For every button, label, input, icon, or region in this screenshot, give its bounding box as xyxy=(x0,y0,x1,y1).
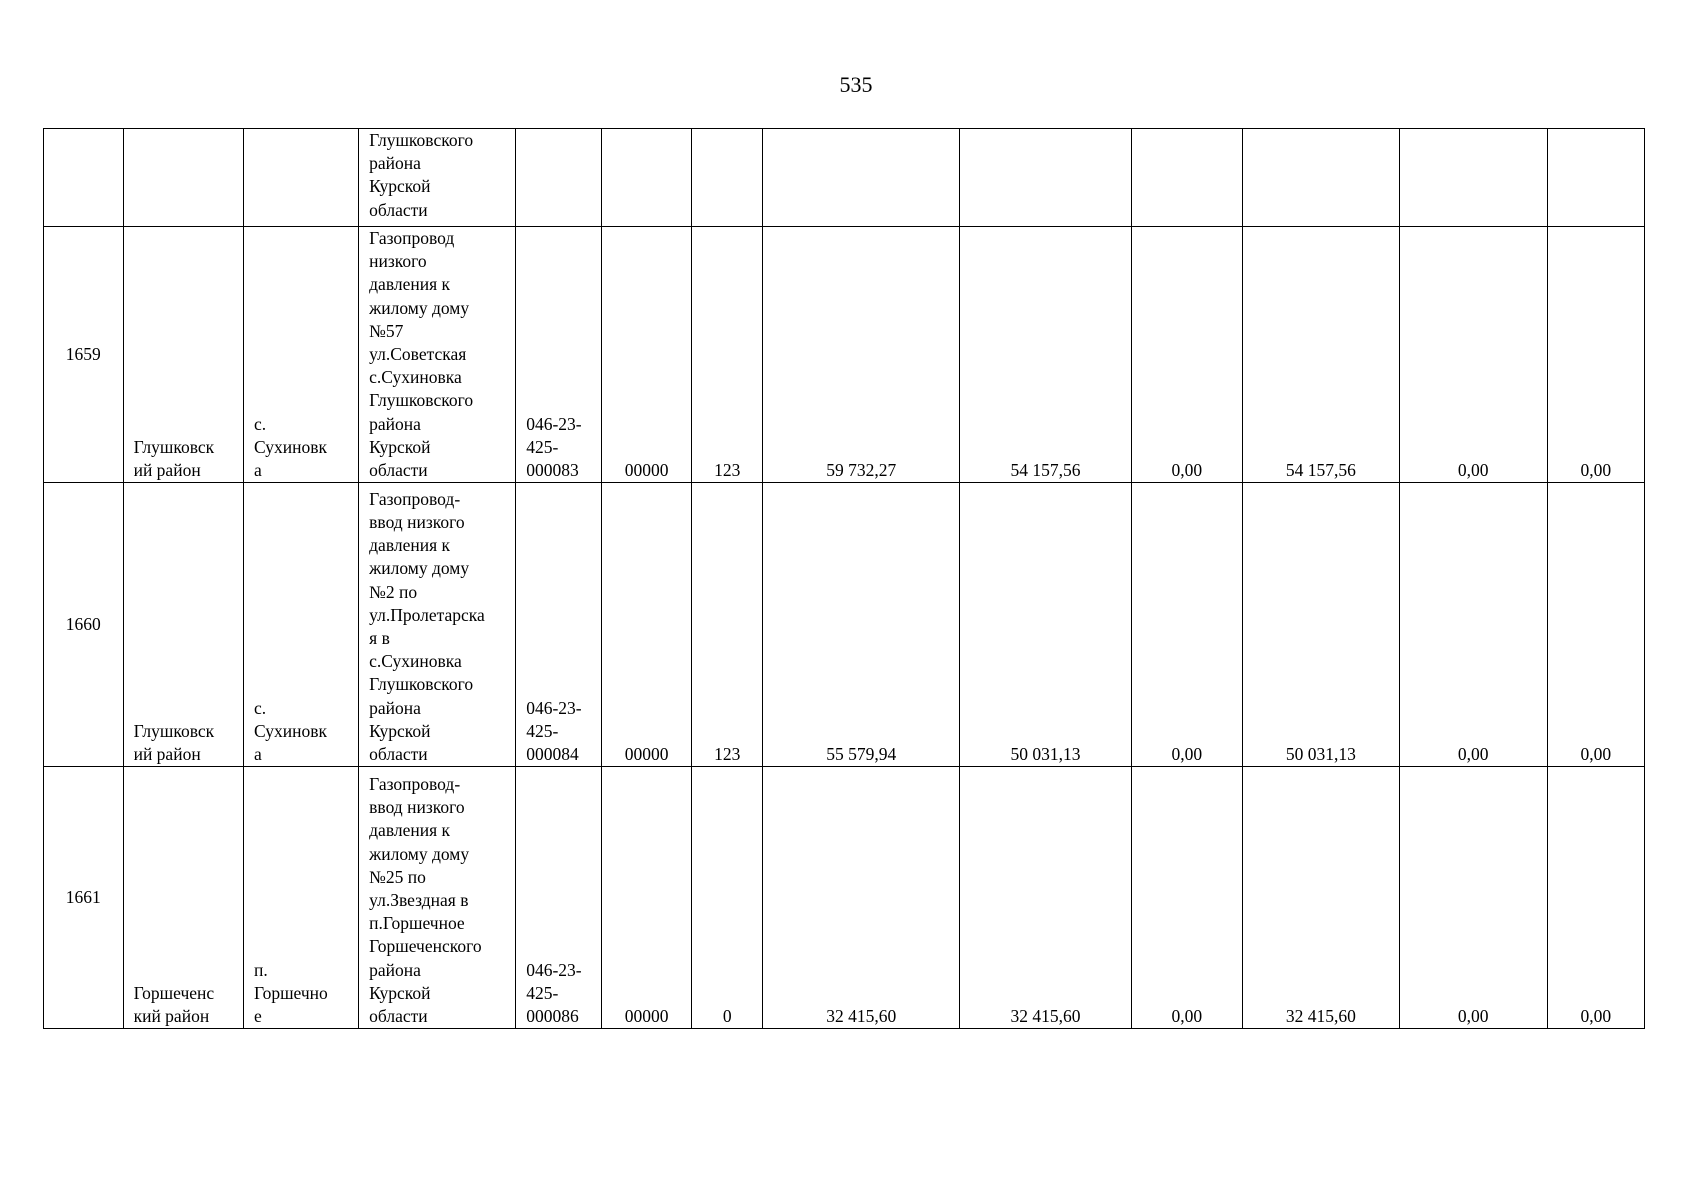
table-row xyxy=(44,227,1645,483)
cell-value-4: 54 157,56 xyxy=(1242,227,1399,483)
cell-qty: 0 xyxy=(692,767,763,1029)
page-number: 535 xyxy=(839,72,873,97)
cell-code: 00000 xyxy=(602,227,692,483)
cell-value-2: 54 157,56 xyxy=(960,227,1132,483)
cell-locality: п. Горшечно е xyxy=(243,767,358,1029)
cell-value-6: 0,00 xyxy=(1547,227,1644,483)
cell-locality xyxy=(243,129,358,227)
cell-reg-no xyxy=(516,129,602,227)
cell-value-3: 0,00 xyxy=(1131,767,1242,1029)
cell-num: 1661 xyxy=(44,767,124,1029)
cell-locality: с. Сухиновк а xyxy=(243,227,358,483)
cell-object: Газопровод- ввод низкого давления к жилому дому №2 по ул.Пролетарска я в с.Сухиновка Глушковского района Курской области xyxy=(359,483,516,767)
cell-value-3 xyxy=(1131,129,1242,227)
cell-num: 1660 xyxy=(44,483,124,767)
cell-code: 00000 xyxy=(602,483,692,767)
cell-object: Газопровод- ввод низкого давления к жилому дому №25 по ул.Звездная в п.Горшечное Горшеченского района Курской области xyxy=(359,767,516,1029)
cell-value-4 xyxy=(1242,129,1399,227)
cell-value-5 xyxy=(1399,129,1547,227)
cell-code: 00000 xyxy=(602,767,692,1029)
cell-reg-no: 046-23- 425- 000086 xyxy=(516,767,602,1029)
cell-value-6 xyxy=(1547,129,1644,227)
cell-value-6: 0,00 xyxy=(1547,483,1644,767)
registry-table xyxy=(43,128,1645,1029)
cell-district: Глушковск ий район xyxy=(123,483,243,767)
cell-reg-no: 046-23- 425- 000084 xyxy=(516,483,602,767)
cell-num: 1659 xyxy=(44,227,124,483)
cell-value-3: 0,00 xyxy=(1131,227,1242,483)
cell-value-1 xyxy=(763,129,960,227)
cell-qty xyxy=(692,129,763,227)
cell-district: Глушковск ий район xyxy=(123,227,243,483)
cell-qty: 123 xyxy=(692,483,763,767)
cell-value-1: 59 732,27 xyxy=(763,227,960,483)
cell-object: Газопровод низкого давления к жилому дому №57 ул.Советская с.Сухиновка Глушковского района Курской области xyxy=(359,227,516,483)
cell-value-5: 0,00 xyxy=(1399,227,1547,483)
cell-value-6: 0,00 xyxy=(1547,767,1644,1029)
cell-value-5: 0,00 xyxy=(1399,483,1547,767)
table-row xyxy=(44,483,1645,767)
cell-value-1: 55 579,94 xyxy=(763,483,960,767)
cell-district xyxy=(123,129,243,227)
cell-value-1: 32 415,60 xyxy=(763,767,960,1029)
cell-value-4: 50 031,13 xyxy=(1242,483,1399,767)
cell-value-2: 32 415,60 xyxy=(960,767,1132,1029)
table-row xyxy=(44,767,1645,1029)
cell-code xyxy=(602,129,692,227)
cell-value-2: 50 031,13 xyxy=(960,483,1132,767)
cell-value-5: 0,00 xyxy=(1399,767,1547,1029)
cell-locality: с. Сухиновк а xyxy=(243,483,358,767)
cell-value-2 xyxy=(960,129,1132,227)
cell-value-4: 32 415,60 xyxy=(1242,767,1399,1029)
table-row-continuation xyxy=(44,129,1645,227)
cell-reg-no: 046-23- 425- 000083 xyxy=(516,227,602,483)
cell-value-3: 0,00 xyxy=(1131,483,1242,767)
cell-district: Горшеченс кий район xyxy=(123,767,243,1029)
cell-qty: 123 xyxy=(692,227,763,483)
cell-object: Глушковского района Курской области xyxy=(359,129,516,227)
cell-num xyxy=(44,129,124,227)
